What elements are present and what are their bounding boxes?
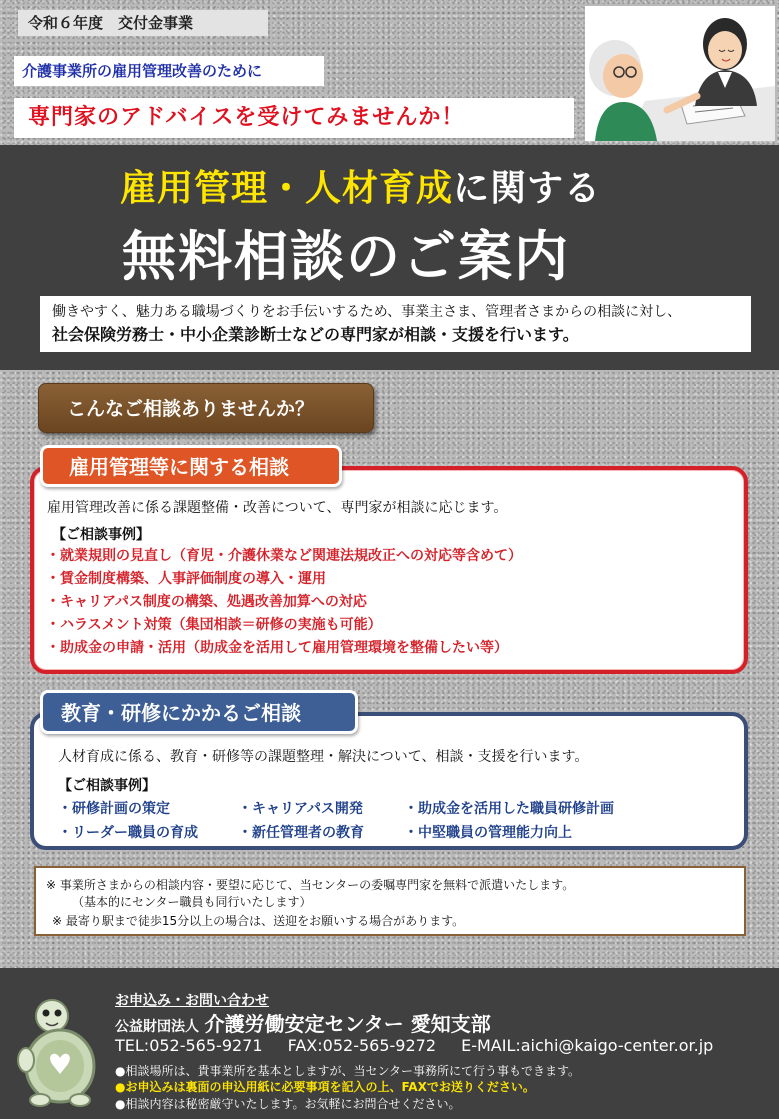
org-name: 介護労働安定センター 愛知支部 [204, 1012, 491, 1036]
fiscal-year-label: 令和６年度 交付金事業 [18, 10, 268, 36]
list-item: ・キャリアパス制度の構築、処遇改善加算への対応 [46, 594, 367, 610]
headline: 専門家のアドバイスを受けてみませんか！ [14, 98, 574, 138]
notes-box [34, 866, 746, 936]
page-title: 無料相談のご案内 [122, 225, 570, 288]
turtle-mascot-icon [14, 996, 104, 1108]
list-item: ・賃金制度構築、人事評価制度の導入・運用 [46, 571, 326, 587]
intro-box [40, 296, 751, 352]
note-dispatch-sub: （基本的にセンター職員も同行いたします） [72, 895, 312, 909]
title-highlight: 雇用管理・人材育成 [120, 168, 454, 209]
list-item: ・新任管理者の教育 [238, 825, 364, 841]
list-item: ・研修計画の策定 [58, 801, 170, 817]
footnote-location: ●相談場所は、貴事業所を基本としますが、当センター事務所にて行う事もできます。 [115, 1064, 581, 1078]
list-item: ・リーダー職員の育成 [58, 825, 198, 841]
section1-examples-heading: 【ご相談事例】 [52, 527, 150, 543]
footnote-application: ●お申込みは裏面の申込用紙に必要事項を記入の上、FAXでお送りください。 [115, 1080, 535, 1094]
phone-number: TEL:052-565-9271 [115, 1036, 263, 1055]
email-address: E-MAIL:aichi@kaigo-center.or.jp [461, 1036, 714, 1055]
footnote-confidential: ●相談内容は秘密厳守いたします。お気軽にお問合せください。 [115, 1097, 461, 1111]
list-item: ・助成金を活用した職員研修計画 [404, 801, 614, 817]
organization-name [115, 1008, 491, 1037]
section1-lead: 雇用管理改善に係る課題整備・改善について、専門家が相談に応じます。 [47, 500, 508, 516]
contact-label: お申込み・お問い合わせ [115, 993, 269, 1009]
intro-line1: 働きやすく、魅力ある職場づくりをお手伝いするため、事業主さま、管理者さまからの相談に対し、 [52, 304, 682, 320]
intro-line2: 社会保険労務士・中小企業診断士などの専門家が相談・支援を行います。 [52, 325, 579, 344]
section2-lead: 人材育成に係る、教育・研修等の課題整理・解決について、相談・支援を行います。 [58, 749, 589, 765]
title-rest: に関する [453, 168, 602, 209]
list-item: ・キャリアパス開発 [238, 801, 363, 817]
subtitle: 介護事業所の雇用管理改善のために [14, 56, 324, 86]
fax-number: FAX:052-565-9272 [287, 1036, 436, 1055]
consultation-illustration-icon [585, 6, 775, 141]
list-item: ・助成金の申請・活用（助成金を活用して雇用管理環境を整備したい等） [46, 640, 508, 656]
note-dispatch: ※ 事業所さまからの相談内容・要望に応じて、当センターの委嘱専門家を無料で派遣いたします。 [46, 878, 575, 892]
contact-info [115, 1036, 733, 1055]
section2-examples-heading: 【ご相談事例】 [58, 778, 156, 794]
training-consultation-tab: 教育・研修にかかるご相談 [40, 690, 358, 734]
org-prefix: 公益財団法人 [115, 1019, 199, 1035]
list-item: ・中堅職員の管理能力向上 [404, 825, 572, 841]
list-item: ・就業規則の見直し（育児・介護休業など関連法規改正への対応等含めて） [46, 548, 522, 564]
employment-consultation-tab: 雇用管理等に関する相談 [40, 445, 342, 487]
section1-example-list [46, 545, 522, 660]
note-transport: ※ 最寄り駅まで徒歩15分以上の場合は、送迎をお願いする場合があります。 [52, 914, 465, 928]
list-item: ・ハラスメント対策（集団相談＝研修の実施も可能） [46, 617, 382, 633]
title-line1 [120, 160, 601, 211]
question-heading: こんなご相談ありませんか？ [38, 383, 374, 433]
